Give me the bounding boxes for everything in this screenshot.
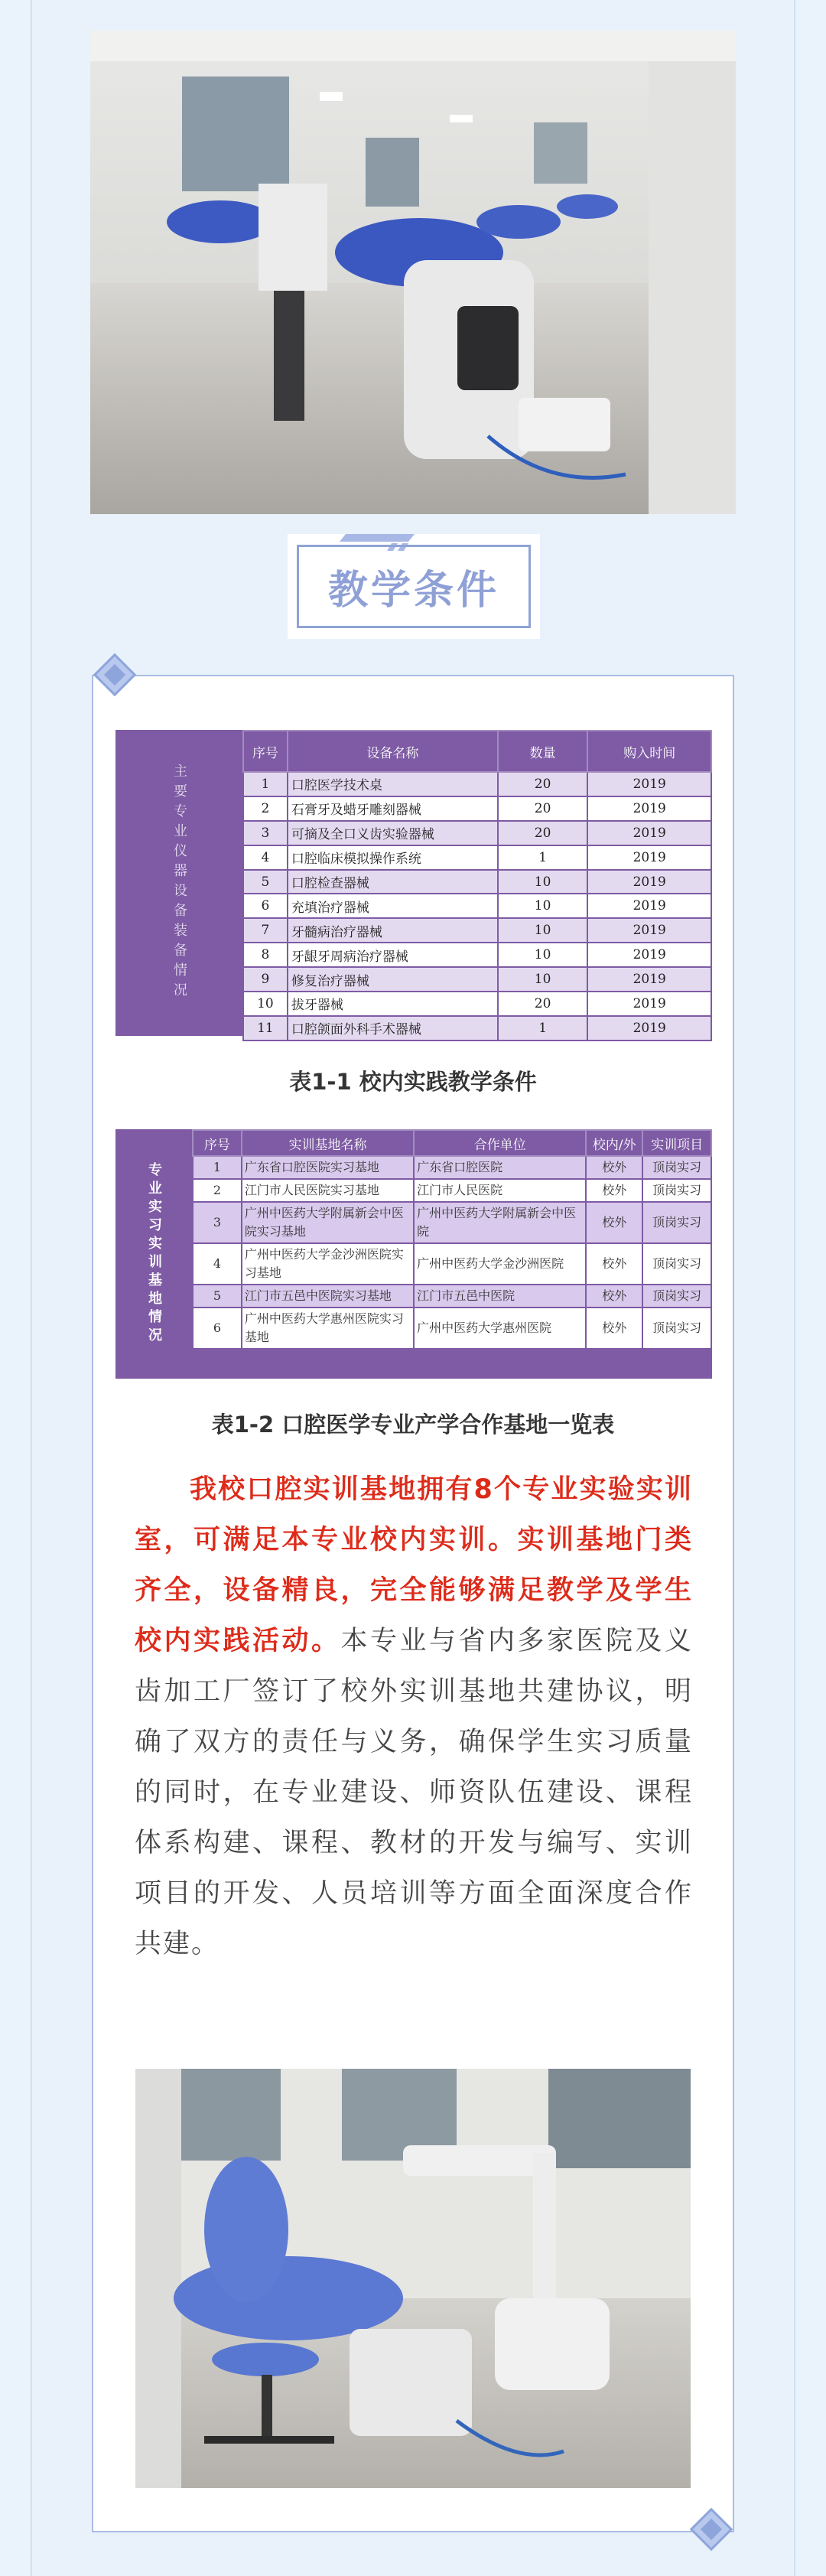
cell-partner: 广州中医药大学附属新会中医院 [414, 1202, 586, 1243]
heading-frame [297, 545, 531, 628]
col-header-equipment: 设备名称 [288, 731, 498, 772]
cell-location: 校外 [586, 1202, 642, 1243]
cell-purchase-date: 2019 [587, 992, 711, 1016]
cell-base-name: 广州中医药大学惠州医院实习基地 [242, 1308, 414, 1349]
cell-quantity: 20 [498, 992, 588, 1016]
cell-equipment: 修复治疗器械 [288, 967, 498, 992]
cell-base-name: 广州中医药大学附属新会中医院实习基地 [242, 1202, 414, 1243]
cell-index: 6 [243, 894, 288, 918]
right-border-rail [794, 0, 826, 2576]
cell-index: 4 [193, 1243, 242, 1285]
description-paragraph [135, 1464, 693, 1969]
cell-index: 10 [243, 992, 288, 1016]
col-header-purchase-date: 购入时间 [587, 731, 711, 772]
col-header-index: 序号 [193, 1130, 242, 1156]
cell-location: 校外 [586, 1156, 642, 1179]
table-row [193, 1243, 711, 1285]
cell-index: 3 [193, 1202, 242, 1243]
col-header-index: 序号 [243, 731, 288, 772]
cell-project: 顶岗实习 [642, 1156, 711, 1179]
body-text: 本专业与省内多家医院及义齿加工厂签订了校外实训基地共建协议，明确了双方的责任与义务，确保学生实习质量的同时，在专业建设、师资队伍建设、课程体系构建、课程、教材的开发与编写、实训项目的开发、人员培训等方面全面深度合作共建。 [135, 1626, 693, 1959]
cell-equipment: 口腔医学技术桌 [288, 772, 498, 796]
cell-index: 2 [193, 1179, 242, 1202]
cell-partner: 广东省口腔医院 [414, 1156, 586, 1179]
cell-location: 校外 [586, 1285, 642, 1308]
cell-index: 7 [243, 918, 288, 943]
cell-equipment: 口腔检查器械 [288, 870, 498, 894]
cell-index: 1 [243, 772, 288, 796]
dental-chair-photo [135, 2069, 691, 2488]
cell-quantity: 20 [498, 821, 588, 845]
table-row [243, 943, 711, 967]
cell-index: 11 [243, 1016, 288, 1040]
cell-purchase-date: 2019 [587, 943, 711, 967]
cell-partner: 广州中医药大学惠州医院 [414, 1308, 586, 1349]
cell-project: 顶岗实习 [642, 1243, 711, 1285]
training-base-table-grid [192, 1129, 712, 1350]
equipment-table [115, 730, 712, 1036]
cell-location: 校外 [586, 1179, 642, 1202]
cell-partner: 广州中医药大学金沙洲医院 [414, 1243, 586, 1285]
cell-index: 4 [243, 845, 288, 870]
cell-location: 校外 [586, 1243, 642, 1285]
training-base-table-caption: 表1-2 口腔医学专业产学合作基地一览表 [211, 1412, 615, 1438]
cell-purchase-date: 2019 [587, 967, 711, 992]
table-row [193, 1202, 711, 1243]
training-base-table-header [193, 1130, 711, 1156]
col-header-quantity: 数量 [498, 731, 588, 772]
cell-base-name: 江门市五邑中医院实习基地 [242, 1285, 414, 1308]
table-row [243, 918, 711, 943]
cell-index: 5 [243, 870, 288, 894]
cell-equipment: 石膏牙及蜡牙雕刻器械 [288, 796, 498, 821]
cell-purchase-date: 2019 [587, 772, 711, 796]
cell-equipment: 口腔临床模拟操作系统 [288, 845, 498, 870]
cell-purchase-date: 2019 [587, 1016, 711, 1040]
cell-equipment: 牙髓病治疗器械 [288, 918, 498, 943]
cell-location: 校外 [586, 1308, 642, 1349]
cell-index: 8 [243, 943, 288, 967]
cell-purchase-date: 2019 [587, 918, 711, 943]
table-row [243, 992, 711, 1016]
table-row [243, 796, 711, 821]
cell-quantity: 10 [498, 870, 588, 894]
cell-quantity: 10 [498, 894, 588, 918]
cell-base-name: 广东省口腔医院实习基地 [242, 1156, 414, 1179]
cell-equipment: 口腔颌面外科手术器械 [288, 1016, 498, 1040]
highlight-text: 我校口腔实训基地拥有8个专业实验实训室，可满足本专业校内实训。实训基地门类齐全，设备精良，完全能够满足教学及学生校内实践活动。 [135, 1474, 693, 1656]
section-title: 教学条件 [327, 568, 499, 614]
table-row [243, 845, 711, 870]
equipment-table-grid [242, 730, 712, 1041]
equipment-table-header [243, 731, 711, 772]
cell-quantity: 20 [498, 796, 588, 821]
cell-index: 3 [243, 821, 288, 845]
table-row [243, 967, 711, 992]
cell-project: 顶岗实习 [642, 1179, 711, 1202]
table-row [243, 870, 711, 894]
cell-equipment: 牙龈牙周病治疗器械 [288, 943, 498, 967]
table-row [193, 1179, 711, 1202]
cell-purchase-date: 2019 [587, 870, 711, 894]
cell-quantity: 1 [498, 845, 588, 870]
cell-purchase-date: 2019 [587, 821, 711, 845]
cell-base-name: 广州中医药大学金沙洲医院实习基地 [242, 1243, 414, 1285]
col-header-location: 校内/外 [586, 1130, 642, 1156]
training-base-table [115, 1129, 712, 1379]
cell-index: 6 [193, 1308, 242, 1349]
section-heading-box [288, 534, 540, 639]
dental-lab-photo [90, 31, 736, 514]
cell-index: 2 [243, 796, 288, 821]
left-border-rail [0, 0, 32, 2576]
cell-quantity: 10 [498, 967, 588, 992]
cell-index: 9 [243, 967, 288, 992]
cell-project: 顶岗实习 [642, 1308, 711, 1349]
cell-partner: 江门市五邑中医院 [414, 1285, 586, 1308]
cell-base-name: 江门市人民医院实习基地 [242, 1179, 414, 1202]
cell-index: 5 [193, 1285, 242, 1308]
cell-quantity: 10 [498, 943, 588, 967]
cell-project: 顶岗实习 [642, 1285, 711, 1308]
cell-purchase-date: 2019 [587, 894, 711, 918]
table-row [193, 1308, 711, 1349]
table-row [243, 894, 711, 918]
cell-equipment: 拔牙器械 [288, 992, 498, 1016]
col-header-partner: 合作单位 [414, 1130, 586, 1156]
cell-partner: 江门市人民医院 [414, 1179, 586, 1202]
cell-project: 顶岗实习 [642, 1202, 711, 1243]
cell-purchase-date: 2019 [587, 845, 711, 870]
col-header-project: 实训项目 [642, 1130, 711, 1156]
cell-index: 1 [193, 1156, 242, 1179]
col-header-base-name: 实训基地名称 [242, 1130, 414, 1156]
table-row [243, 1016, 711, 1040]
cell-equipment: 可摘及全口义齿实验器械 [288, 821, 498, 845]
table-row [243, 821, 711, 845]
table-row [193, 1156, 711, 1179]
equipment-table-caption: 表1-1 校内实践教学条件 [289, 1069, 537, 1095]
cell-equipment: 充填治疗器械 [288, 894, 498, 918]
table-row [243, 772, 711, 796]
table-row [193, 1285, 711, 1308]
cell-quantity: 1 [498, 1016, 588, 1040]
cell-quantity: 20 [498, 772, 588, 796]
equipment-table-side-label: 主要专业仪器设备装备情况 [171, 764, 187, 1002]
cell-quantity: 10 [498, 918, 588, 943]
training-base-table-side-label: 专业实习实训基地情况 [146, 1162, 162, 1346]
cell-purchase-date: 2019 [587, 796, 711, 821]
